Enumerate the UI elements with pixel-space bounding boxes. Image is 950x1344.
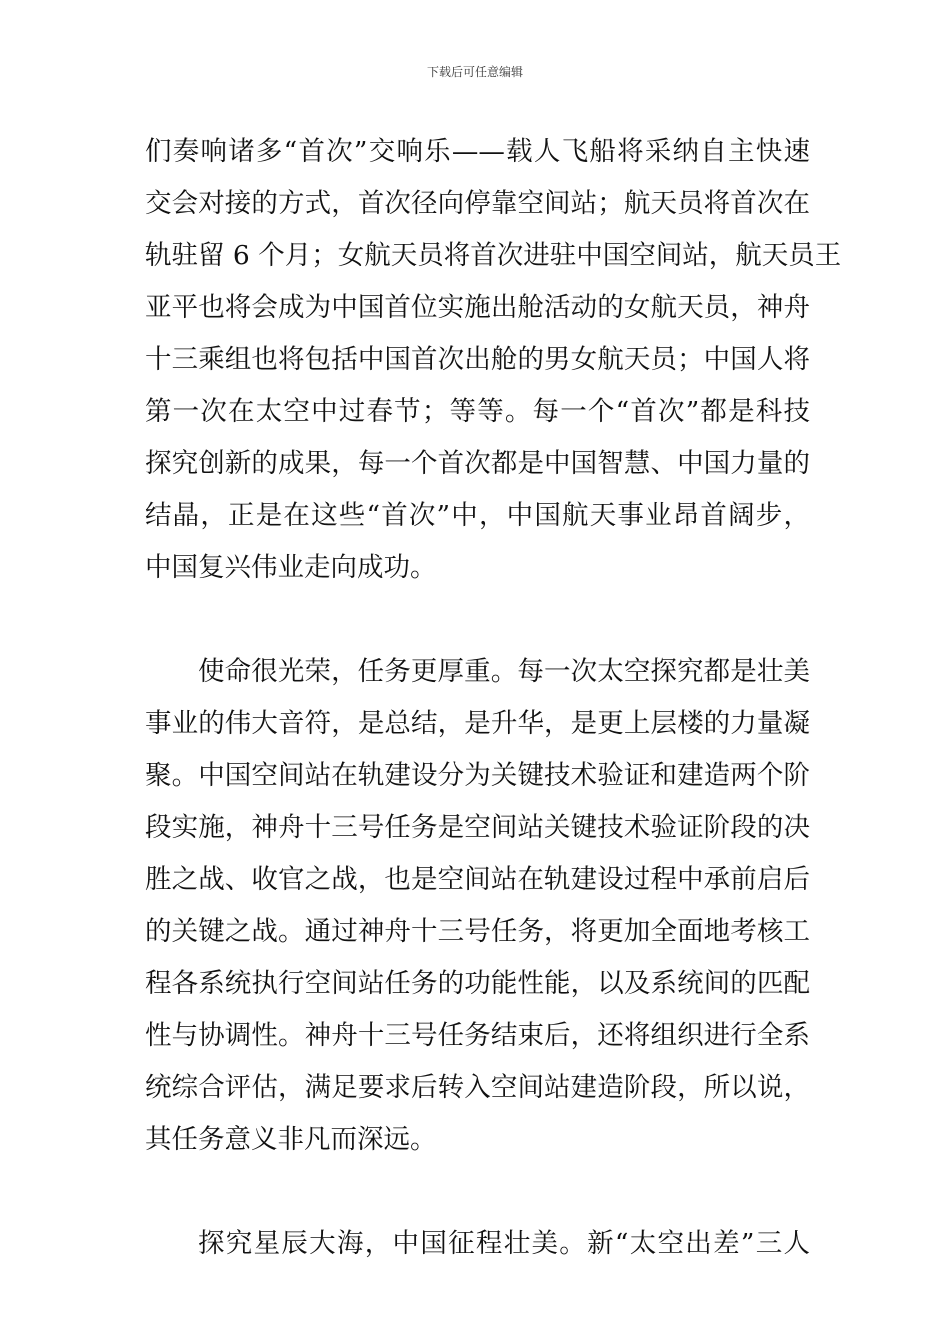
text-line: 事业的伟大音符，是总结，是升华，是更上层楼的力量凝 (145, 708, 810, 739)
text-line: 聚。中国空间站在轨建设分为关键技术验证和建造两个阶 (145, 760, 810, 791)
text-line: 中国复兴伟业走向成功。 (145, 552, 437, 583)
text-line: 亚平也将会成为中国首位实施出舱活动的女航天员，神舟 (145, 292, 810, 323)
paragraph-spacer (145, 1166, 810, 1218)
text-line: 其任务意义非凡而深远。 (145, 1124, 437, 1155)
document-body (145, 126, 842, 1270)
paragraph-1 (145, 126, 842, 594)
text-line: 结晶，正是在这些“首次”中，中国航天事业昂首阔步， (145, 500, 810, 531)
text-line: 性与协调性。神舟十三号任务结束后，还将组织进行全系 (145, 1020, 810, 1051)
text-line: 第一次在太空中过春节；等等。每一个“首次”都是科技 (145, 396, 810, 427)
text-line: 探究创新的成果，每一个首次都是中国智慧、中国力量的 (145, 448, 810, 479)
text-line: 统综合评估，满足要求后转入空间站建造阶段，所以说， (145, 1072, 810, 1103)
paragraph-spacer (145, 594, 810, 646)
text-line: 段实施，神舟十三号任务是空间站关键技术验证阶段的决 (145, 812, 810, 843)
text-line: 十三乘组也将包括中国首次出舱的男女航天员；中国人将 (145, 344, 810, 375)
text-line: 轨驻留 6 个月；女航天员将首次进驻中国空间站，航天员王 (145, 240, 842, 271)
text-line: 探究星辰大海，中国征程壮美。新“太空出差”三人 (198, 1228, 810, 1259)
text-line: 交会对接的方式，首次径向停靠空间站；航天员将首次在 (145, 188, 810, 219)
paragraph-3 (145, 1218, 810, 1270)
page-header: 下载后可任意编辑 (426, 65, 523, 79)
text-line: 程各系统执行空间站任务的功能性能，以及系统间的匹配 (145, 968, 810, 999)
text-line: 使命很光荣，任务更厚重。每一次太空探究都是壮美 (198, 656, 810, 687)
text-line: 胜之战、收官之战，也是空间站在轨建设过程中承前启后 (145, 864, 810, 895)
text-line: 们奏响诸多“首次”交响乐——载人飞船将采纳自主快速 (145, 136, 810, 167)
text-line: 的关键之战。通过神舟十三号任务，将更加全面地考核工 (145, 916, 810, 947)
paragraph-2 (145, 646, 810, 1166)
